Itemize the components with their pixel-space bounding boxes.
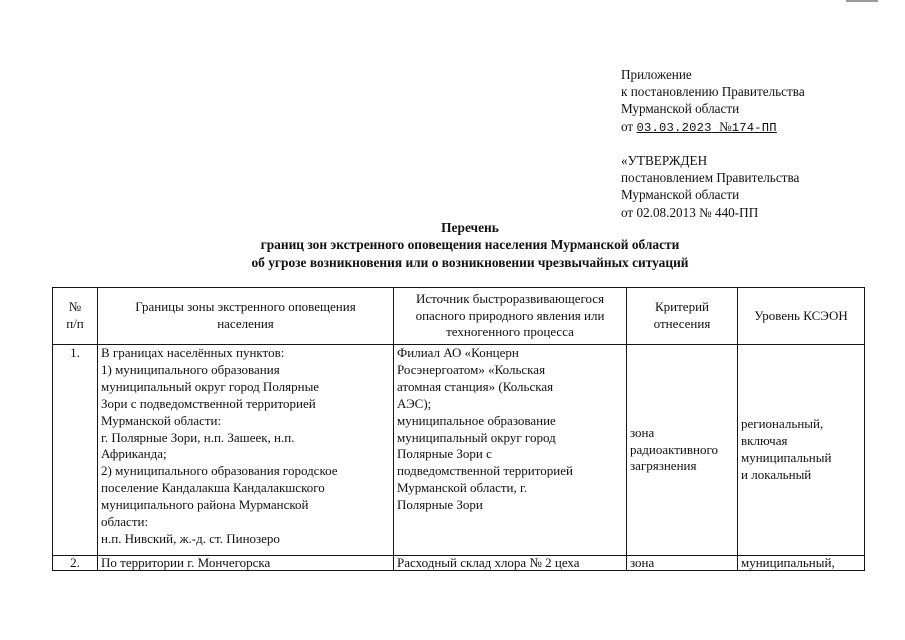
title-line-2: границ зон экстренного оповещения населения Мурманской области bbox=[260, 237, 680, 253]
table-header-row bbox=[53, 288, 865, 345]
table-row bbox=[53, 345, 865, 556]
header-number: № п/п bbox=[53, 288, 98, 345]
appendix-date: 03.03.2023 bbox=[636, 120, 712, 135]
header-source: Источник быстроразвивающегося опасного природного явления или техногенного процесса bbox=[394, 288, 627, 345]
row-criterion-cell: зона радиоактивного загрязнения bbox=[627, 345, 738, 556]
approved-block bbox=[621, 152, 799, 221]
appendix-date-prefix: от bbox=[621, 118, 637, 134]
row-number: 1. bbox=[53, 345, 98, 556]
appendix-date-line bbox=[621, 118, 805, 137]
scan-edge-mark bbox=[846, 0, 878, 2]
row-source-cell: Филиал АО «Концерн Росэнергоатом» «Кольская атомная станция» (Кольская АЭС); муниципальное образование муниципальный округ город Полярные Зори с подведомственной территорией Мурманской области, г. Полярные Зори bbox=[394, 345, 627, 556]
title-line-3: об угрозе возникновения или о возникновении чрезвычайных ситуаций bbox=[251, 254, 689, 270]
row-borders-cell: По территории г. Мончегорска bbox=[98, 556, 394, 571]
appendix-region-line: Мурманской области bbox=[621, 101, 740, 117]
appendix-number: 174-ПП bbox=[731, 120, 777, 135]
approved-heading: «УТВЕРЖДЕН bbox=[621, 153, 708, 168]
title-line-1: Перечень bbox=[441, 220, 499, 235]
document-title bbox=[140, 219, 800, 271]
row-source-cell: Расходный склад хлора № 2 цеха bbox=[394, 556, 627, 571]
header-level: Уровень КСЭОН bbox=[738, 288, 865, 345]
row-criterion-cell: зона bbox=[627, 556, 738, 571]
row-level-cell: региональный, включая муниципальный и локальный bbox=[738, 345, 865, 556]
appendix-block bbox=[621, 66, 805, 137]
row-number: 2. bbox=[53, 556, 98, 571]
approved-date-line: от 02.08.2013 № 440-ПП bbox=[621, 204, 759, 220]
appendix-number-prefix: № bbox=[719, 118, 732, 134]
zones-table bbox=[52, 287, 865, 571]
header-criterion: Критерий отнесения bbox=[627, 288, 738, 345]
approved-resolution-line: постановлением Правительства bbox=[621, 170, 800, 186]
appendix-heading: Приложение bbox=[621, 67, 692, 82]
approved-region-line: Мурманской области bbox=[621, 187, 740, 203]
row-borders-cell: В границах населённых пунктов: 1) муниципального образования муниципальный округ город Полярные Зори с подведомственной территорией Мурманской области: г. Полярные Зори, н.п. Зашеек, н.п. Африканда; 2) муниципального образования городское поселение Кандалакша Кандалакшского муниципального района Мурманской области: н.п. Нивский, ж.-д. ст. Пинозеро bbox=[98, 345, 394, 556]
table-row bbox=[53, 556, 865, 571]
appendix-resolution-line: к постановлению Правительства bbox=[621, 84, 805, 100]
row-level-cell: муниципальный, bbox=[738, 556, 865, 571]
header-borders: Границы зоны экстренного оповещения населения bbox=[98, 288, 394, 345]
